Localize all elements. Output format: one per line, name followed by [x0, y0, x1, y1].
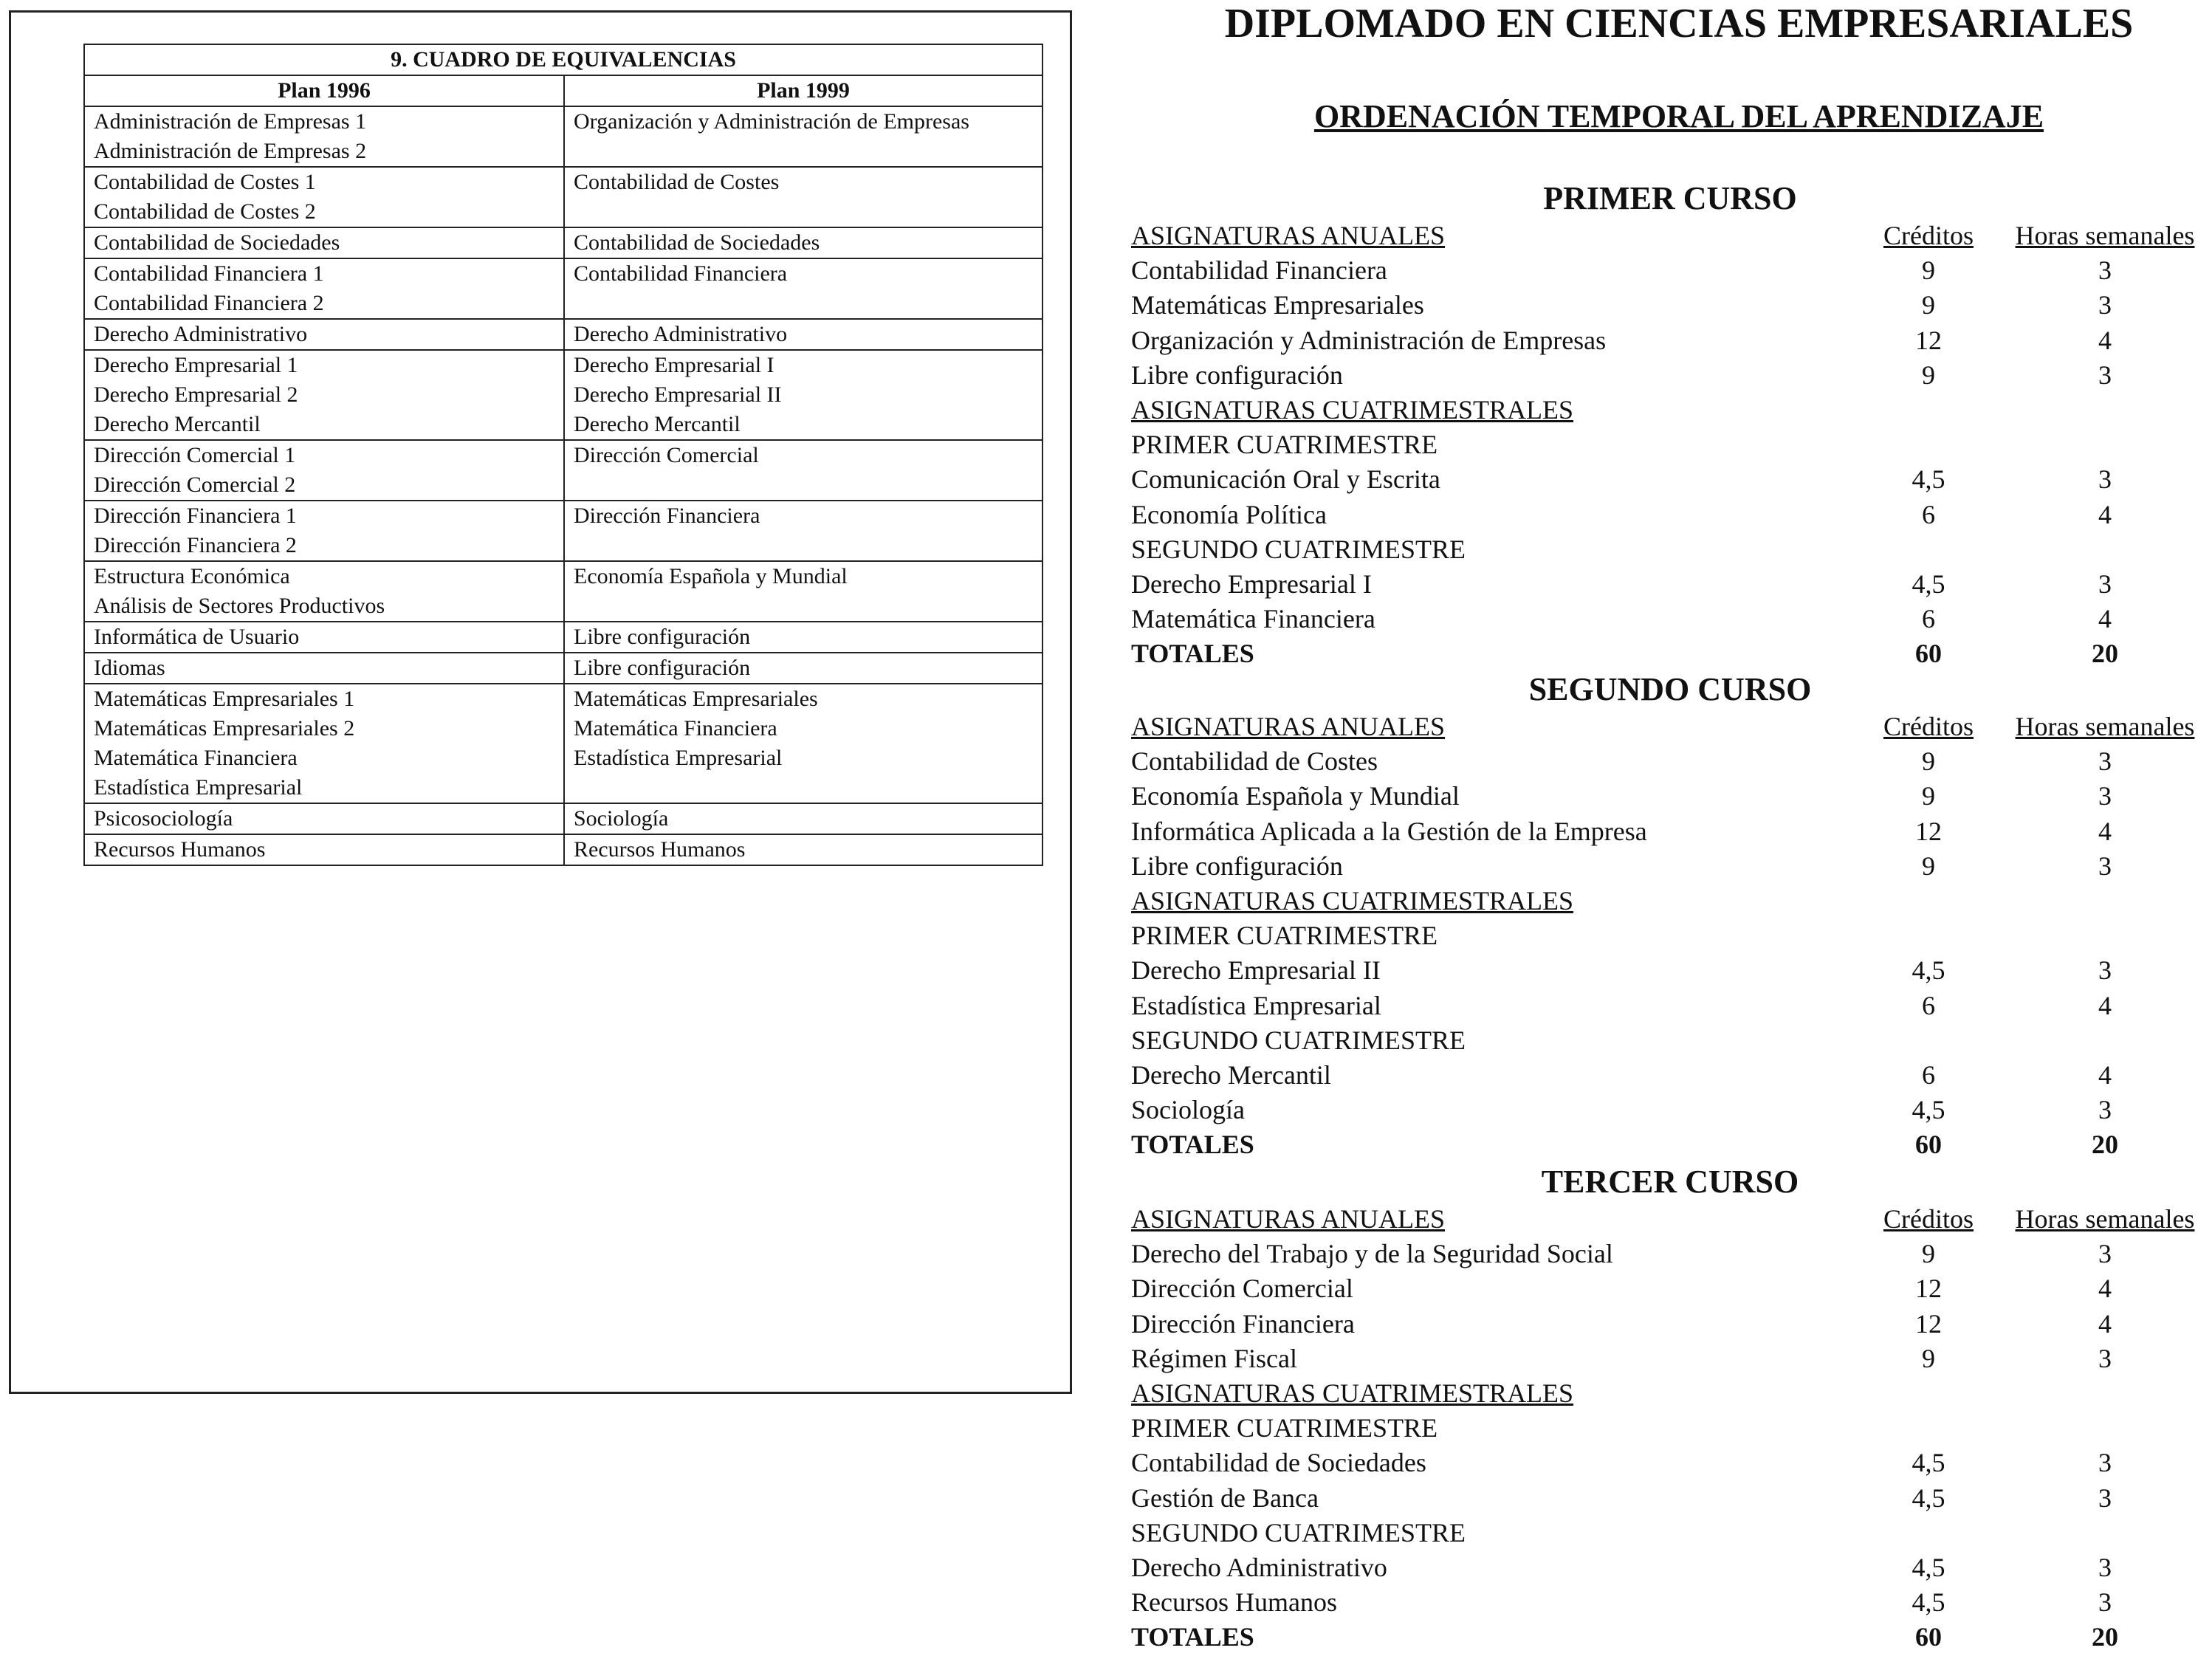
subject-label: Matemáticas Empresariales: [1131, 290, 1424, 320]
credits-value: 6: [1922, 604, 1935, 634]
subject-name: Dirección Financiera: [574, 504, 760, 528]
weekly-hours-value: 4: [2098, 604, 2112, 634]
label-row: [1131, 427, 2209, 462]
weekly-hours-value: 20: [2092, 1130, 2118, 1160]
weekly-hours-value: 3: [2098, 851, 2112, 881]
subject-label: Economía Política: [1131, 499, 1327, 529]
section-row: [1131, 1376, 2209, 1411]
subject-name: Estadística Empresarial: [94, 775, 303, 800]
subject-name: Derecho Administrativo: [94, 322, 308, 346]
subject-name: Derecho Empresarial 2: [94, 382, 298, 407]
credits-value: 4,5: [1912, 1553, 1945, 1582]
subject-row: [1131, 1446, 2209, 1480]
plan-1999-cell: [564, 653, 1043, 684]
plan-1999-cell: [564, 106, 1043, 167]
subject-row: [1131, 253, 2209, 288]
subject-name: Contabilidad Financiera 1: [94, 261, 324, 286]
label-row: [1131, 918, 2209, 953]
subject-row: [1131, 288, 2209, 323]
subject-row: [1131, 1093, 2209, 1127]
subject-label: Libre configuración: [1131, 851, 1343, 881]
plan-1996-cell: [84, 440, 564, 501]
credits-value: 6: [1922, 990, 1935, 1020]
subject-name: Dirección Comercial 1: [94, 443, 296, 467]
course-title: TERCER CURSO: [1541, 1164, 1799, 1200]
equivalence-row: [84, 258, 1043, 319]
credits-value: 12: [1915, 816, 1942, 846]
credits-value: 60: [1915, 1622, 1942, 1652]
subject-name: Contabilidad de Sociedades: [574, 230, 820, 255]
subject-label: Dirección Financiera: [1131, 1308, 1355, 1339]
subject-name: Derecho Empresarial 1: [94, 353, 298, 377]
weekly-hours-value: 4: [2098, 1060, 2112, 1090]
subject-label: Sociología: [1131, 1095, 1245, 1125]
section-row: [1131, 884, 2209, 918]
subject-label: TOTALES: [1131, 1622, 1254, 1652]
weekly-hours-value: 3: [2098, 1587, 2112, 1618]
subject-row: [1131, 567, 2209, 602]
plan-1999-header: Plan 1999: [564, 75, 1043, 106]
credits-value: 4,5: [1912, 464, 1945, 495]
plan-1999-cell: [564, 561, 1043, 622]
weekly-hours-value: 3: [2098, 1239, 2112, 1269]
credits-value: Créditos: [1883, 1204, 1974, 1234]
subject-label: ASIGNATURAS CUATRIMESTRALES: [1131, 886, 1574, 915]
equivalence-row: [84, 350, 1043, 440]
credits-value: 60: [1915, 639, 1942, 669]
subject-name: Recursos Humanos: [574, 837, 746, 862]
subject-row: [1131, 1585, 2209, 1620]
subject-row: [1131, 1307, 2209, 1342]
plan-1996-cell: [84, 319, 564, 350]
subject-label: Contabilidad Financiera: [1131, 255, 1387, 286]
weekly-hours-value: 3: [2098, 255, 2112, 286]
subject-row: [1131, 779, 2209, 814]
credits-value: Créditos: [1883, 221, 1974, 250]
credits-value: 4,5: [1912, 1483, 1945, 1513]
plan-1999-cell: [564, 167, 1043, 227]
plan-1996-cell: [84, 684, 564, 803]
subject-label: Libre configuración: [1131, 360, 1343, 390]
credits-value: 60: [1915, 1130, 1942, 1160]
subject-name: Administración de Empresas 1: [94, 109, 367, 134]
subject-name: Organización y Administración de Empresas: [574, 109, 969, 134]
plan-1996-cell: [84, 501, 564, 561]
label-row: [1131, 532, 2209, 567]
weekly-hours-value: 4: [2098, 990, 2112, 1020]
weekly-hours-value: 3: [2098, 464, 2112, 495]
label-row: [1131, 1516, 2209, 1550]
subject-name: Informática de Usuario: [94, 625, 300, 649]
weekly-hours-value: 3: [2098, 290, 2112, 320]
subject-label: Dirección Comercial: [1131, 1274, 1353, 1304]
weekly-hours-value: 3: [2098, 1448, 2112, 1478]
credits-value: 9: [1922, 781, 1935, 811]
plan-1996-header: Plan 1996: [84, 75, 564, 106]
subject-label: TOTALES: [1131, 1130, 1254, 1160]
plan-1996-cell: [84, 167, 564, 227]
credits-value: 9: [1922, 255, 1935, 286]
program-title: DIPLOMADO EN CIENCIAS EMPRESARIALES: [1224, 1, 2134, 47]
weekly-hours-value: 3: [2098, 1343, 2112, 1373]
subject-label: SEGUNDO CUATRIMESTRE: [1131, 534, 1466, 564]
subject-label: PRIMER CUATRIMESTRE: [1131, 430, 1438, 460]
subject-row: [1131, 1271, 2209, 1306]
subject-row: [1131, 358, 2209, 393]
credits-value: 6: [1922, 1060, 1935, 1090]
schedule-subtitle: ORDENACIÓN TEMPORAL DEL APRENDIZAJE: [1313, 98, 2044, 134]
subject-label: Régimen Fiscal: [1131, 1343, 1297, 1373]
subject-label: SEGUNDO CUATRIMESTRE: [1131, 1517, 1466, 1547]
equivalence-row: [84, 803, 1043, 834]
credits-value: 12: [1915, 1274, 1942, 1304]
credits-value: 9: [1922, 746, 1935, 777]
subject-label: Derecho Administrativo: [1131, 1553, 1387, 1582]
credits-value: 12: [1915, 325, 1942, 355]
subject-name: Dirección Comercial 2: [94, 473, 296, 497]
subject-row: [1131, 498, 2209, 532]
plan-1999-cell: [564, 622, 1043, 653]
section-row: [1131, 393, 2209, 427]
subject-name: Administración de Empresas 2: [94, 139, 367, 163]
credits-value: 6: [1922, 499, 1935, 529]
credits-value: 9: [1922, 290, 1935, 320]
subject-name: Derecho Empresarial II: [574, 382, 782, 407]
subject-name: Matemáticas Empresariales: [574, 687, 818, 711]
weekly-hours-value: 3: [2098, 360, 2112, 390]
total-row: [1131, 1127, 2209, 1162]
subject-label: Comunicación Oral y Escrita: [1131, 464, 1440, 495]
subject-label: Derecho Mercantil: [1131, 1060, 1331, 1090]
equivalence-row: [84, 167, 1043, 227]
subject-name: Análisis de Sectores Productivos: [94, 594, 385, 618]
subject-row: [1131, 953, 2209, 988]
subject-name: Libre configuración: [574, 656, 751, 680]
plan-1999-cell: [564, 319, 1043, 350]
credits-value: 12: [1915, 1308, 1942, 1339]
subject-label: Contabilidad de Sociedades: [1131, 1448, 1426, 1478]
plan-1996-cell: [84, 653, 564, 684]
course-title: PRIMER CURSO: [1543, 180, 1797, 216]
weekly-hours-value: 20: [2092, 639, 2118, 669]
weekly-hours-value: 3: [2098, 1095, 2112, 1125]
subject-label: Organización y Administración de Empresas: [1131, 325, 1607, 355]
subject-row: [1131, 323, 2209, 358]
plan-1999-cell: [564, 684, 1043, 803]
weekly-hours-value: 3: [2098, 569, 2112, 599]
label-row: [1131, 1023, 2209, 1058]
subject-name: Dirección Financiera 1: [94, 504, 297, 528]
plan-1996-cell: [84, 350, 564, 440]
credits-value: 9: [1922, 1343, 1935, 1373]
subject-name: Sociología: [574, 806, 669, 831]
subject-label: ASIGNATURAS ANUALES: [1131, 712, 1446, 741]
subject-name: Economía Española y Mundial: [574, 564, 848, 588]
subject-name: Matemática Financiera: [574, 716, 777, 741]
plan-1999-cell: [564, 834, 1043, 865]
weekly-hours-value: 20: [2092, 1622, 2118, 1652]
subject-name: Contabilidad de Sociedades: [94, 230, 340, 255]
subject-name: Contabilidad de Costes 1: [94, 170, 316, 194]
subject-label: PRIMER CUATRIMESTRE: [1131, 921, 1438, 951]
equivalence-row: [84, 622, 1043, 653]
subject-name: Contabilidad Financiera 2: [94, 291, 324, 315]
plan-1999-cell: [564, 227, 1043, 258]
subject-label: ASIGNATURAS CUATRIMESTRALES: [1131, 1378, 1574, 1408]
subject-label: ASIGNATURAS ANUALES: [1131, 221, 1446, 250]
subject-name: Derecho Administrativo: [574, 322, 788, 346]
equivalence-row: [84, 319, 1043, 350]
subject-label: Gestión de Banca: [1131, 1483, 1319, 1513]
credits-value: 4,5: [1912, 955, 1945, 986]
subject-name: Matemáticas Empresariales 1: [94, 687, 355, 711]
total-row: [1131, 1620, 2209, 1655]
subject-name: Idiomas: [94, 656, 165, 680]
weekly-hours-value: 3: [2098, 955, 2112, 986]
subject-label: TOTALES: [1131, 639, 1254, 669]
subject-name: Matemáticas Empresariales 2: [94, 716, 355, 741]
subject-label: Economía Española y Mundial: [1131, 781, 1460, 811]
weekly-hours-value: 4: [2098, 325, 2112, 355]
plan-1999-cell: [564, 803, 1043, 834]
credits-value: 9: [1922, 851, 1935, 881]
equivalence-row: [84, 106, 1043, 167]
subject-name: Recursos Humanos: [94, 837, 266, 862]
weekly-hours-value: 4: [2098, 816, 2112, 846]
subject-label: Recursos Humanos: [1131, 1587, 1337, 1618]
subject-row: [1131, 602, 2209, 636]
plan-1996-cell: [84, 834, 564, 865]
subject-name: Derecho Empresarial I: [574, 353, 774, 377]
subject-row: [1131, 462, 2209, 497]
head-row: [1131, 710, 2209, 744]
subject-label: PRIMER CUATRIMESTRE: [1131, 1413, 1438, 1443]
subject-label: ASIGNATURAS CUATRIMESTRALES: [1131, 395, 1574, 425]
subject-name: Dirección Comercial: [574, 443, 759, 467]
credits-value: 4,5: [1912, 569, 1945, 599]
plan-1996-cell: [84, 227, 564, 258]
subject-label: Derecho Empresarial I: [1131, 569, 1372, 599]
plan-1999-cell: [564, 350, 1043, 440]
head-row: [1131, 219, 2209, 253]
credits-value: Créditos: [1883, 712, 1974, 741]
plan-1999-cell: [564, 440, 1043, 501]
weekly-hours-value: 3: [2098, 1483, 2112, 1513]
subject-name: Derecho Mercantil: [94, 412, 261, 436]
weekly-hours-value: 3: [2098, 746, 2112, 777]
subject-row: [1131, 1550, 2209, 1585]
subject-name: Estadística Empresarial: [574, 746, 783, 770]
subject-label: Informática Aplicada a la Gestión de la Empresa: [1131, 816, 1647, 846]
total-row: [1131, 636, 2209, 671]
plan-1999-cell: [564, 501, 1043, 561]
equivalence-table-title: 9. CUADRO DE EQUIVALENCIAS: [84, 44, 1043, 75]
plan-1996-cell: [84, 258, 564, 319]
subject-row: [1131, 989, 2209, 1023]
subject-label: ASIGNATURAS ANUALES: [1131, 1204, 1446, 1234]
equivalence-row: [84, 227, 1043, 258]
subject-label: Derecho del Trabajo y de la Seguridad Social: [1131, 1239, 1613, 1269]
credits-value: 9: [1922, 360, 1935, 390]
equivalence-row: [84, 501, 1043, 561]
equivalence-row: [84, 834, 1043, 865]
equivalence-row: [84, 440, 1043, 501]
weekly-hours-value: 4: [2098, 1274, 2112, 1304]
subject-label: SEGUNDO CUATRIMESTRE: [1131, 1025, 1466, 1055]
plan-1996-cell: [84, 622, 564, 653]
subject-row: [1131, 1058, 2209, 1093]
subject-row: [1131, 744, 2209, 779]
subject-label: Derecho Empresarial II: [1131, 955, 1381, 986]
credits-value: 4,5: [1912, 1587, 1945, 1618]
subject-name: Matemática Financiera: [94, 746, 298, 770]
subject-name: Contabilidad de Costes 2: [94, 199, 316, 224]
subject-label: Contabilidad de Costes: [1131, 746, 1378, 777]
subject-row: [1131, 1237, 2209, 1271]
subject-label: Matemática Financiera: [1131, 604, 1375, 634]
subject-row: [1131, 849, 2209, 884]
equivalence-row: [84, 653, 1043, 684]
label-row: [1131, 1411, 2209, 1446]
equivalence-table: [83, 44, 1043, 866]
weekly-hours-value: 3: [2098, 781, 2112, 811]
weekly-hours-value: 4: [2098, 499, 2112, 529]
weekly-hours-value: 4: [2098, 1308, 2112, 1339]
subject-row: [1131, 814, 2209, 849]
weekly-hours-value: Horas semanales: [2015, 221, 2195, 250]
equivalence-page-frame: [9, 10, 1072, 1394]
plan-1996-cell: [84, 803, 564, 834]
subject-row: [1131, 1481, 2209, 1516]
equivalence-row: [84, 561, 1043, 622]
plan-1996-cell: [84, 106, 564, 167]
subject-name: Contabilidad Financiera: [574, 261, 788, 286]
subject-name: Psicosociología: [94, 806, 233, 831]
credits-value: 4,5: [1912, 1095, 1945, 1125]
equivalence-row: [84, 684, 1043, 803]
subject-name: Derecho Mercantil: [574, 412, 741, 436]
plan-1999-cell: [564, 258, 1043, 319]
subject-row: [1131, 1342, 2209, 1376]
subject-label: Estadística Empresarial: [1131, 990, 1381, 1020]
weekly-hours-value: Horas semanales: [2015, 712, 2195, 741]
weekly-hours-value: Horas semanales: [2015, 1204, 2195, 1234]
subject-name: Libre configuración: [574, 625, 751, 649]
course-title: SEGUNDO CURSO: [1528, 671, 1812, 707]
credits-value: 9: [1922, 1239, 1935, 1269]
credits-value: 4,5: [1912, 1448, 1945, 1478]
subject-name: Dirección Financiera 2: [94, 533, 297, 557]
weekly-hours-value: 3: [2098, 1553, 2112, 1582]
plan-1996-cell: [84, 561, 564, 622]
subject-name: Contabilidad de Costes: [574, 170, 780, 194]
subject-name: Estructura Económica: [94, 564, 290, 588]
head-row: [1131, 1202, 2209, 1237]
equivalence-table-body: [84, 106, 1043, 865]
